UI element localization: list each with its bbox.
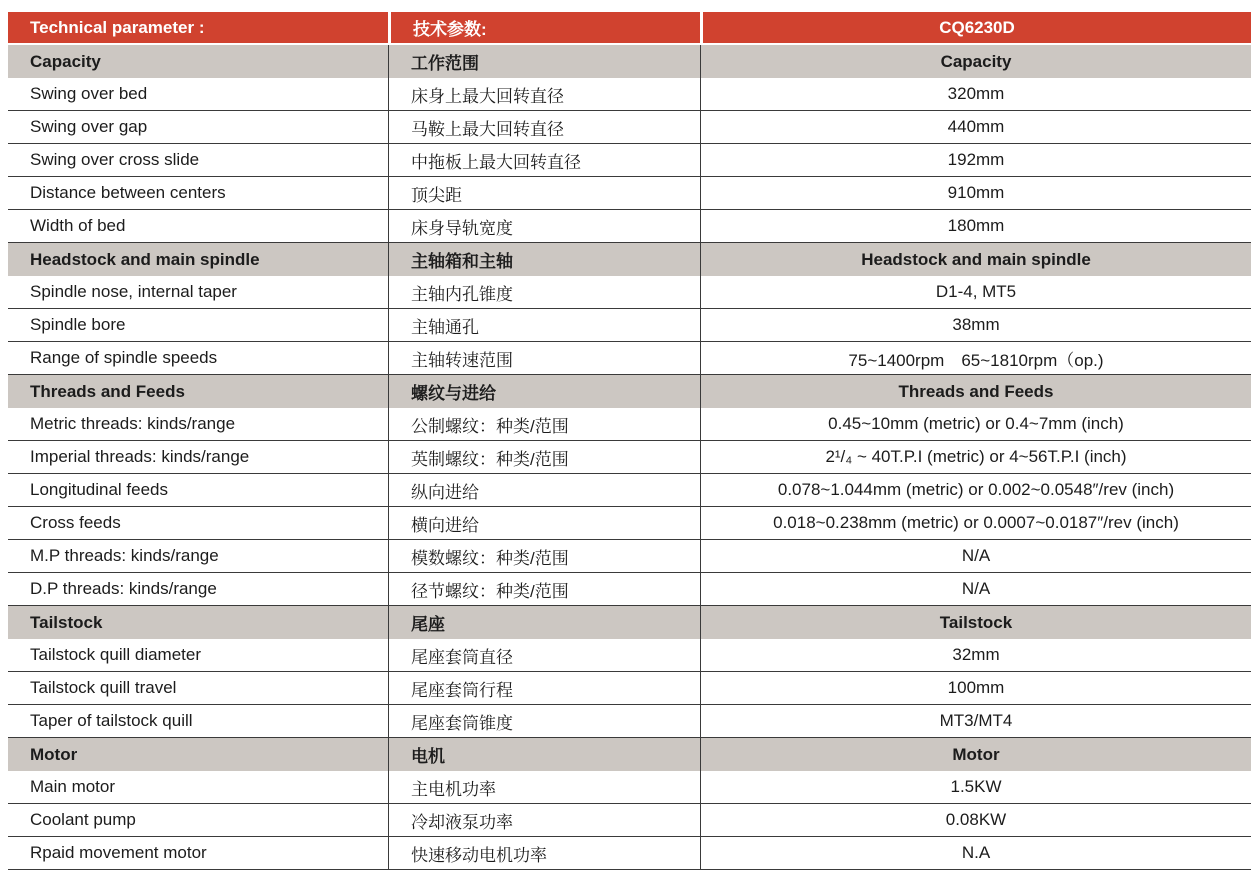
parameter-value: 192mm xyxy=(700,144,1251,176)
parameter-value: 32mm xyxy=(700,639,1251,671)
parameter-name-english: Capacity xyxy=(30,51,101,71)
parameter-value: 910mm xyxy=(700,177,1251,209)
section-row xyxy=(8,45,1251,78)
table-row xyxy=(8,804,1251,837)
table-row xyxy=(8,408,1251,441)
parameter-name-chinese: 主电机功率 xyxy=(388,771,700,803)
header-english-title: Technical parameter : xyxy=(30,17,205,37)
parameter-name-english: Width of bed xyxy=(30,216,126,235)
parameter-value: 0.078~1.044mm (metric) or 0.002~0.0548″/rev (inch) xyxy=(700,474,1251,506)
parameter-name-chinese: 主轴转速范围 xyxy=(388,342,700,374)
table-row xyxy=(8,837,1251,870)
parameter-name-english: Threads and Feeds xyxy=(30,381,185,401)
parameter-name-chinese: 主轴通孔 xyxy=(388,309,700,341)
table-row xyxy=(8,639,1251,672)
parameter-value: 75~1400rpm 65~1810rpm（op.) xyxy=(700,342,1251,374)
table-row xyxy=(8,78,1251,111)
table-row xyxy=(8,309,1251,342)
section-row xyxy=(8,606,1251,639)
parameter-value: D1-4, MT5 xyxy=(700,276,1251,308)
parameter-name-chinese: 工作范围 xyxy=(388,45,700,78)
parameter-value: Headstock and main spindle xyxy=(700,243,1251,276)
parameter-name-chinese: 床身上最大回转直径 xyxy=(388,78,700,110)
section-row xyxy=(8,375,1251,408)
parameter-name-chinese: 电机 xyxy=(388,738,700,771)
parameter-name-english: Tailstock quill diameter xyxy=(30,645,202,664)
parameter-name-chinese: 径节螺纹：种类/范围 xyxy=(388,573,700,605)
table-row xyxy=(8,540,1251,573)
technical-parameter-table xyxy=(8,12,1251,870)
parameter-value: 320mm xyxy=(700,78,1251,110)
parameter-name-chinese: 尾座 xyxy=(388,606,700,639)
table-row xyxy=(8,771,1251,804)
parameter-name-chinese: 英制螺纹：种类/范围 xyxy=(388,441,700,473)
parameter-name-english: Spindle nose, internal taper xyxy=(30,282,237,301)
parameter-name-english: Swing over bed xyxy=(30,84,148,103)
parameter-name-chinese: 快速移动电机功率 xyxy=(388,837,700,869)
parameter-name-english: Taper of tailstock quill xyxy=(30,711,193,730)
parameter-name-english: Swing over gap xyxy=(30,117,148,136)
table-row xyxy=(8,573,1251,606)
parameter-name-chinese: 纵向进给 xyxy=(388,474,700,506)
parameter-name-chinese: 尾座套筒锥度 xyxy=(388,705,700,737)
table-row xyxy=(8,705,1251,738)
parameter-value: MT3/MT4 xyxy=(700,705,1251,737)
table-header-row xyxy=(8,12,1251,45)
table-row xyxy=(8,177,1251,210)
parameter-name-english: Distance between centers xyxy=(30,183,226,202)
parameter-value: Threads and Feeds xyxy=(700,375,1251,408)
header-model-name: CQ6230D xyxy=(700,12,1251,43)
parameter-value: N/A xyxy=(700,540,1251,572)
table-row xyxy=(8,144,1251,177)
parameter-name-english: Cross feeds xyxy=(30,513,121,532)
parameter-name-chinese: 尾座套筒直径 xyxy=(388,639,700,671)
parameter-name-chinese: 螺纹与进给 xyxy=(388,375,700,408)
table-row xyxy=(8,441,1251,474)
parameter-name-english: Tailstock xyxy=(30,612,103,632)
parameter-value: Motor xyxy=(700,738,1251,771)
parameter-value: 0.08KW xyxy=(700,804,1251,836)
section-row xyxy=(8,243,1251,276)
parameter-value: Capacity xyxy=(700,45,1251,78)
parameter-value: Tailstock xyxy=(700,606,1251,639)
table-row xyxy=(8,672,1251,705)
table-row xyxy=(8,111,1251,144)
parameter-name-english: Metric threads: kinds/range xyxy=(30,414,236,433)
parameter-value: 0.45~10mm (metric) or 0.4~7mm (inch) xyxy=(700,408,1251,440)
header-chinese-title: 技术参数: xyxy=(388,12,700,43)
parameter-name-chinese: 尾座套筒行程 xyxy=(388,672,700,704)
parameter-value: 440mm xyxy=(700,111,1251,143)
section-row xyxy=(8,738,1251,771)
parameter-value: 100mm xyxy=(700,672,1251,704)
parameter-name-chinese: 马鞍上最大回转直径 xyxy=(388,111,700,143)
table-row xyxy=(8,342,1251,375)
parameter-name-chinese: 顶尖距 xyxy=(388,177,700,209)
table-row xyxy=(8,210,1251,243)
parameter-name-chinese: 横向进给 xyxy=(388,507,700,539)
parameter-value: 1.5KW xyxy=(700,771,1251,803)
parameter-value: 180mm xyxy=(700,210,1251,242)
parameter-name-english: Tailstock quill travel xyxy=(30,678,177,697)
parameter-name-chinese: 模数螺纹：种类/范围 xyxy=(388,540,700,572)
parameter-name-chinese: 中拖板上最大回转直径 xyxy=(388,144,700,176)
parameter-name-english: Longitudinal feeds xyxy=(30,480,169,499)
parameter-name-english: Swing over cross slide xyxy=(30,150,200,169)
parameter-name-english: Motor xyxy=(30,744,78,764)
parameter-name-chinese: 冷却液泵功率 xyxy=(388,804,700,836)
parameter-name-chinese: 主轴箱和主轴 xyxy=(388,243,700,276)
parameter-value: 2¹/₄ ~ 40T.P.I (metric) or 4~56T.P.I (inch) xyxy=(700,441,1251,473)
table-body xyxy=(8,45,1251,870)
parameter-name-english: Coolant pump xyxy=(30,810,136,829)
parameter-name-english: Rpaid movement motor xyxy=(30,843,207,862)
parameter-name-english: Spindle bore xyxy=(30,315,126,334)
parameter-name-english: Imperial threads: kinds/range xyxy=(30,447,250,466)
parameter-value: 38mm xyxy=(700,309,1251,341)
parameter-name-english: M.P threads: kinds/range xyxy=(30,546,219,565)
table-row xyxy=(8,276,1251,309)
parameter-name-chinese: 床身导轨宽度 xyxy=(388,210,700,242)
parameter-name-chinese: 公制螺纹：种类/范围 xyxy=(388,408,700,440)
table-row xyxy=(8,474,1251,507)
table-row xyxy=(8,507,1251,540)
parameter-value: N.A xyxy=(700,837,1251,869)
parameter-name-chinese: 主轴内孔锥度 xyxy=(388,276,700,308)
parameter-value: 0.018~0.238mm (metric) or 0.0007~0.0187″/rev (inch) xyxy=(700,507,1251,539)
parameter-name-english: Main motor xyxy=(30,777,116,796)
parameter-name-english: Headstock and main spindle xyxy=(30,249,260,269)
parameter-name-english: Range of spindle speeds xyxy=(30,348,218,367)
parameter-name-english: D.P threads: kinds/range xyxy=(30,579,217,598)
parameter-value: N/A xyxy=(700,573,1251,605)
